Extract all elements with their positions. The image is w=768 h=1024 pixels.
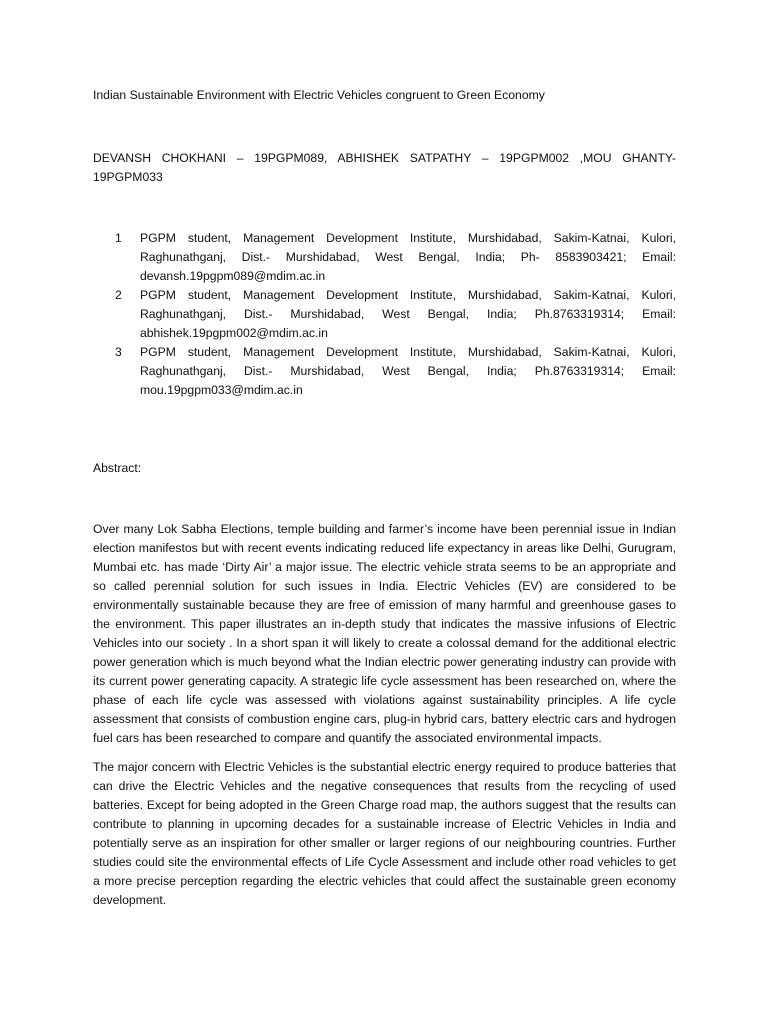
paper-title: Indian Sustainable Environment with Electric Vehicles congruent to Green Economy [93,88,545,102]
affiliation-number: 2 [115,288,122,302]
affiliation-item [93,286,676,343]
affiliation-text: PGPM student, Management Development Institute, Murshidabad, Sakim-Katnai, Kulori, Raghunathganj, Dist.- Murshidabad, West Bengal, India; Ph.8763319314; Email: abhishek.19pgpm002@mdim.ac.in [140,288,676,340]
abstract-heading: Abstract: [93,461,142,475]
affiliation-item [93,343,676,400]
affiliation-text: PGPM student, Management Development Institute, Murshidabad, Sakim-Katnai, Kulori, Raghunathganj, Dist.- Murshidabad, West Bengal, India; Ph- 8583903421; Email: devansh.19pgpm089@mdim.ac.in [140,231,676,283]
abstract-body [93,520,676,920]
affiliation-text: PGPM student, Management Development Institute, Murshidabad, Sakim-Katnai, Kulori, Raghunathganj, Dist.- Murshidabad, West Bengal, India; Ph.8763319314; Email: mou.19pgpm033@mdim.ac.in [140,345,676,397]
abstract-paragraph: Over many Lok Sabha Elections, temple building and farmer’s income have been perennial issue in Indian election manifestos but with recent events indicating reduced life expectancy in areas like Delhi, Gurugram, Mumbai etc. has made ‘Dirty Air’ a major issue. The electric vehicle strata seems to be an appropriate and so called perennial solution for such issues in India. Electric Vehicles (EV) are considered to be environmentally sustainable because they are free of emission of many harmful and greenhouse gases to the environment. This paper illustrates an in-depth study that indicates the massive infusions of Electric Vehicles into our society . In a short span it will likely to create a colossal demand for the additional electric power generation which is much beyond what the Indian electric power generating industry can provide with its current power generating capacity. A strategic life cycle assessment has been researched on, where the phase of each life cycle was assessed with violations against sustainability principles. A life cycle assessment that consists of combustion engine cars, plug-in hybrid cars, battery electric cars and hydrogen fuel cars has been researched to compare and quantify the associated environmental impacts. [93,522,676,745]
affiliation-list [93,229,676,400]
author-list: DEVANSH CHOKHANI – 19PGPM089, ABHISHEK SATPATHY – 19PGPM002 ,MOU GHANTY- 19PGPM033 [93,151,676,184]
affiliation-number: 1 [115,231,122,245]
abstract-paragraph: The major concern with Electric Vehicles is the substantial electric energy required to produce batteries that can drive the Electric Vehicles and the negative consequences that results from the recycling of used batteries. Except for being adopted in the Green Charge road map, the authors suggest that the results can contribute to planning in upcoming decades for a sustainable increase of Electric Vehicles in India and potentially serve as an inspiration for other smaller or larger regions of our neighbouring countries. Further studies could site the environmental effects of Life Cycle Assessment and include other road vehicles to get a more precise perception regarding the electric vehicles that could affect the sustainable green economy development. [93,760,676,907]
affiliation-item [93,229,676,286]
affiliation-number: 3 [115,345,122,359]
